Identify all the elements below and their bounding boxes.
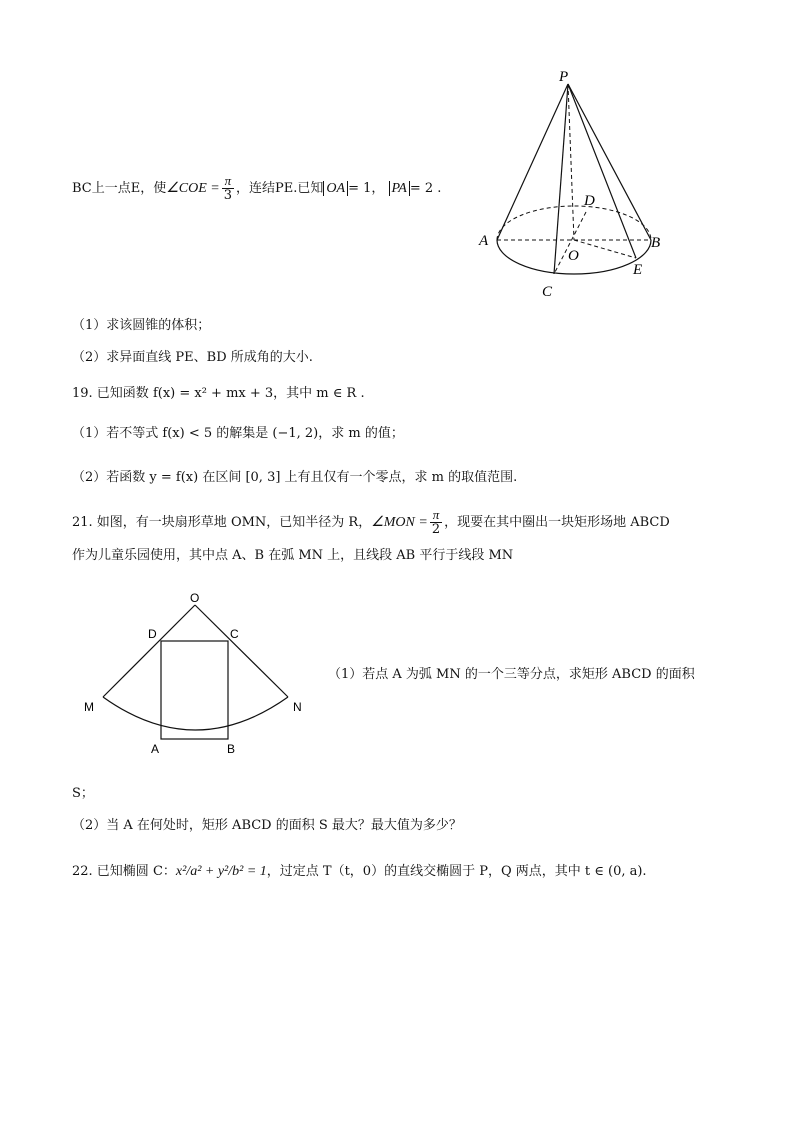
label-N: N — [293, 700, 302, 714]
q22-stem-a: 22. 已知椭圆 C： — [72, 864, 176, 879]
label-P: P — [559, 69, 569, 85]
q18-pa-val: = 2 . — [409, 181, 442, 196]
q18-oa-val: = 1， — [348, 181, 385, 196]
q21-frac-num: π — [430, 508, 442, 523]
label-M: M — [84, 700, 94, 714]
rectangle-ABCD — [161, 641, 228, 739]
label-E: E — [633, 262, 643, 278]
label-D: D — [148, 627, 157, 641]
cone-base-back — [497, 206, 651, 240]
q21-stem-line2: 作为儿童乐园使用，其中点 A、B 在弧 MN 上，且线段 AB 平行于线段 MN — [72, 548, 514, 563]
sector-figure — [78, 585, 318, 765]
label-C: C — [230, 627, 239, 641]
cone-figure — [470, 62, 700, 307]
label-O: O — [568, 248, 579, 264]
q18-stem-intro: BC上一点E，使 — [72, 181, 167, 196]
label-A: A — [151, 742, 160, 756]
arc-MN — [103, 697, 288, 730]
q18-angle: ∠COE = — [166, 181, 220, 196]
q22-stem — [72, 862, 647, 882]
q21-frac-den: 2 — [431, 522, 441, 537]
label-C: C — [542, 284, 553, 300]
q18-part1: （1）求该圆锥的体积； — [72, 318, 211, 333]
q19-part2: （2）若函数 y = f(x) 在区间 [0, 3] 上有且仅有一个零点，求 m 的取值范围. — [72, 470, 518, 485]
q22-stem-b: ，过定点 T（t，0）的直线交椭圆于 P，Q 两点，其中 t ∈ (0, a). — [266, 864, 647, 879]
q21-stem-a: 21. 如图，有一块扇形草地 OMN，已知半径为 R， — [72, 515, 372, 530]
q18-frac-den: 3 — [223, 188, 233, 203]
q22-equation: x²/a² + y²/b² = 1 — [175, 864, 267, 879]
q18-stem — [72, 174, 441, 203]
q18-oa-abs: OA — [323, 181, 348, 196]
q21-fraction — [430, 508, 442, 537]
q19-part1: （1）若不等式 f(x) < 5 的解集是 (−1, 2)，求 m 的值； — [72, 426, 404, 441]
q21-part1-tail: S； — [72, 786, 94, 801]
label-D: D — [584, 193, 595, 209]
q19-stem: 19. 已知函数 f(x) = x² + mx + 3，其中 m ∈ R . — [72, 386, 365, 401]
q21-angle: ∠MON = — [371, 515, 428, 530]
q18-part2: （2）求异面直线 PE、BD 所成角的大小. — [72, 350, 313, 365]
label-A: A — [479, 233, 489, 249]
label-B: B — [651, 235, 661, 251]
q21-stem-b: ，现要在其中圈出一块矩形场地 ABCD — [444, 515, 670, 530]
q21-part1: （1）若点 A 为弧 MN 的一个三等分点，求矩形 ABCD 的面积 — [328, 667, 695, 682]
label-B: B — [227, 742, 236, 756]
q18-pa-abs: PA — [389, 181, 410, 196]
q21-stem-line1 — [72, 508, 670, 537]
q18-fraction — [222, 174, 234, 203]
q18-frac-num: π — [222, 174, 234, 189]
label-O: O — [190, 591, 200, 605]
q18-stem-mid: ，连结PE.已知 — [236, 181, 324, 196]
q21-part2: （2）当 A 在何处时，矩形 ABCD 的面积 S 最大？最大值为多少？ — [72, 818, 462, 833]
